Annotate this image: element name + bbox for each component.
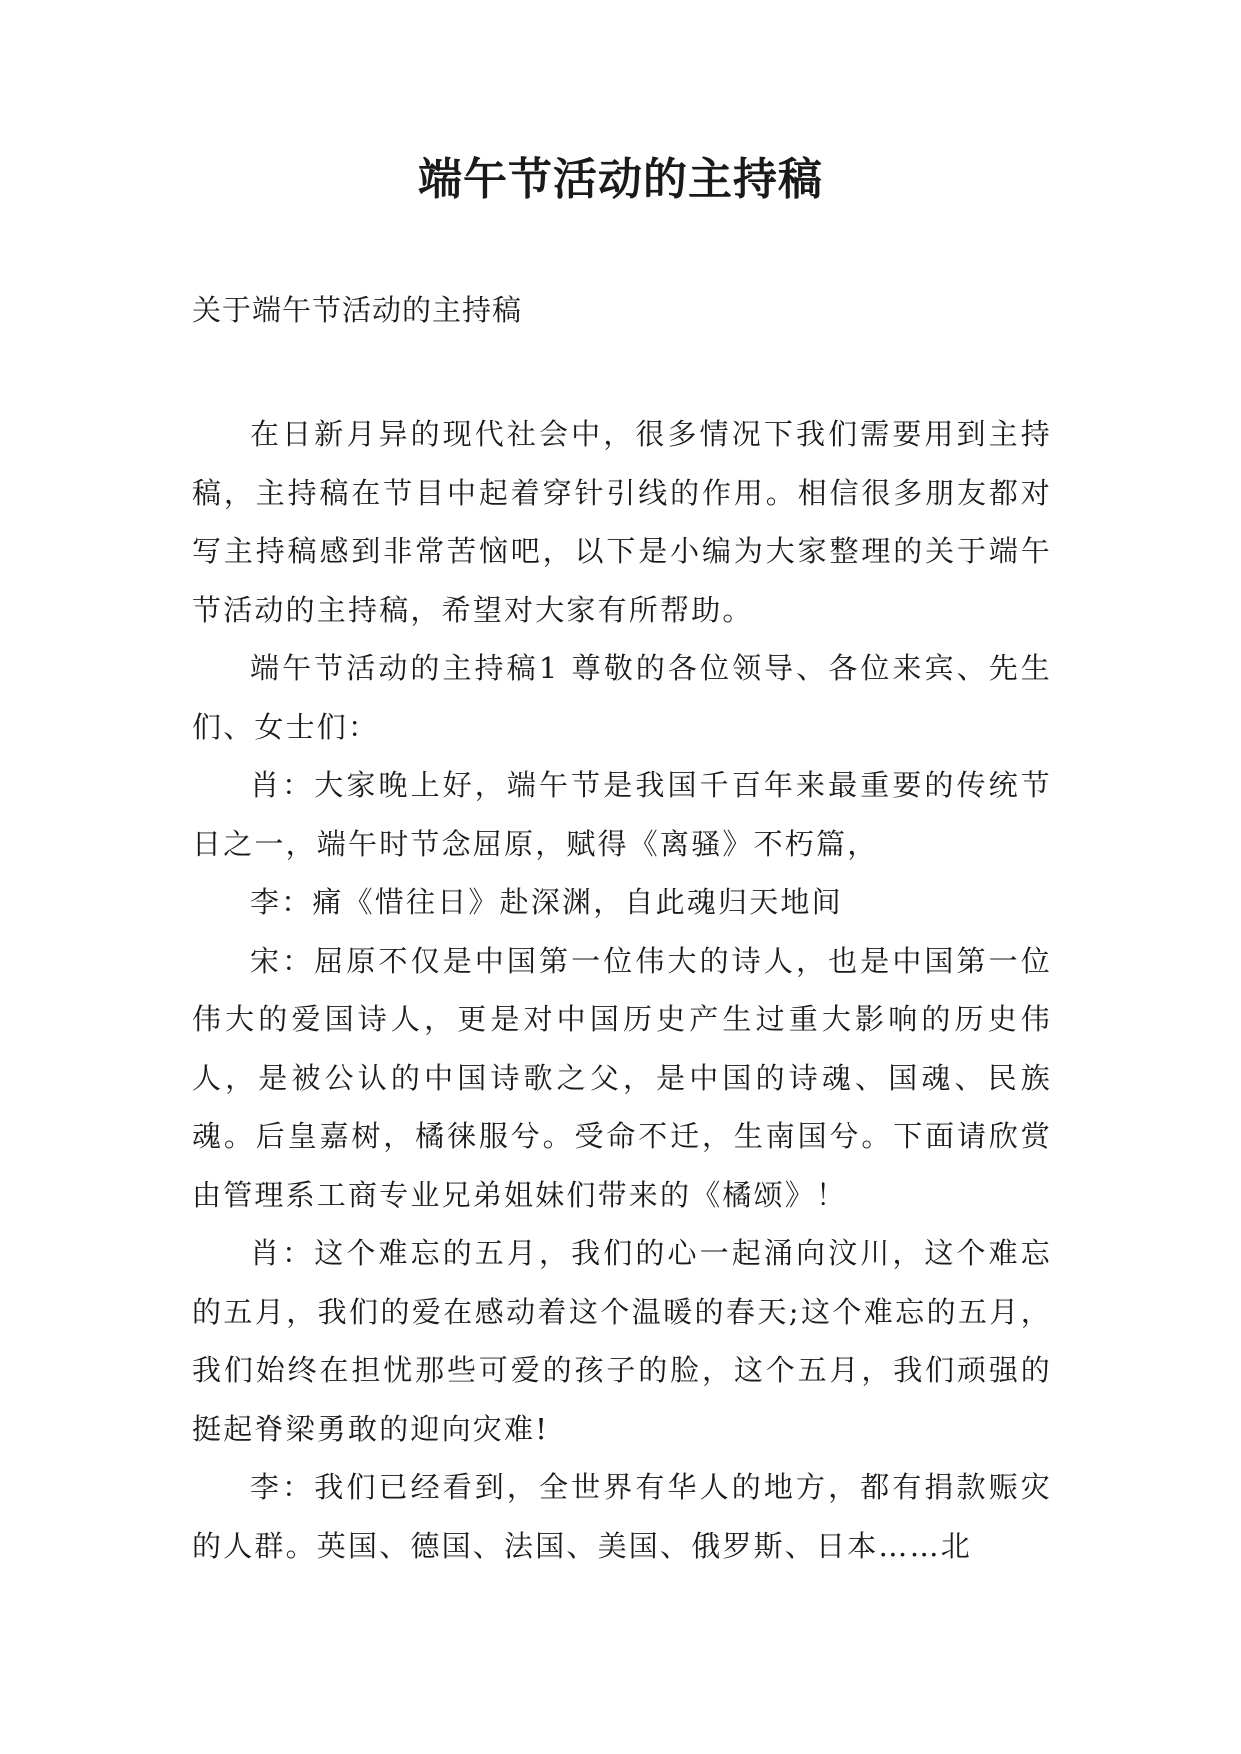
paragraph: 在日新月异的现代社会中，很多情况下我们需要用到主持稿，主持稿在节目中起着穿针引线的作用。相信很多朋友都对写主持稿感到非常苦恼吧，以下是小编为大家整理的关于端午节活动的主持稿，希望对大家有所帮助。 — [192, 417, 1052, 627]
paragraph: 宋：屈原不仅是中国第一位伟大的诗人，也是中国第一位伟大的爱国诗人，更是对中国历史产生过重大影响的历史伟人，是被公认的中国诗歌之父，是中国的诗魂、国魂、民族魂。后皇嘉树，橘徕服兮。受命不迁，生南国兮。下面请欣赏由管理系工商专业兄弟姐妹们带来的《橘颂》！ — [192, 943, 1052, 1212]
paragraph: 肖：这个难忘的五月，我们的心一起涌向汶川，这个难忘的五月，我们的爱在感动着这个温暖的春天;这个难忘的五月，我们始终在担忧那些可爱的孩子的脸，这个五月，我们顽强的挺起脊梁勇敢的迎向灾难! — [192, 1236, 1052, 1446]
document-subtitle: 关于端午节活动的主持稿 — [192, 293, 523, 327]
paragraph: 李：我们已经看到，全世界有华人的地方，都有捐款赈灾的人群。英国、德国、法国、美国、俄罗斯、日本……北 — [192, 1470, 1052, 1563]
document-body — [192, 405, 1052, 1575]
document-title: 端午节活动的主持稿 — [418, 154, 823, 205]
paragraph: 端午节活动的主持稿1 尊敬的各位领导、各位来宾、先生们、女士们： — [192, 651, 1052, 744]
paragraph: 肖：大家晚上好，端午节是我国千百年来最重要的传统节日之一，端午时节念屈原，赋得《离骚》不朽篇， — [192, 768, 1052, 861]
paragraph: 李：痛《惜往日》赴深渊，自此魂归天地间 — [250, 885, 843, 919]
